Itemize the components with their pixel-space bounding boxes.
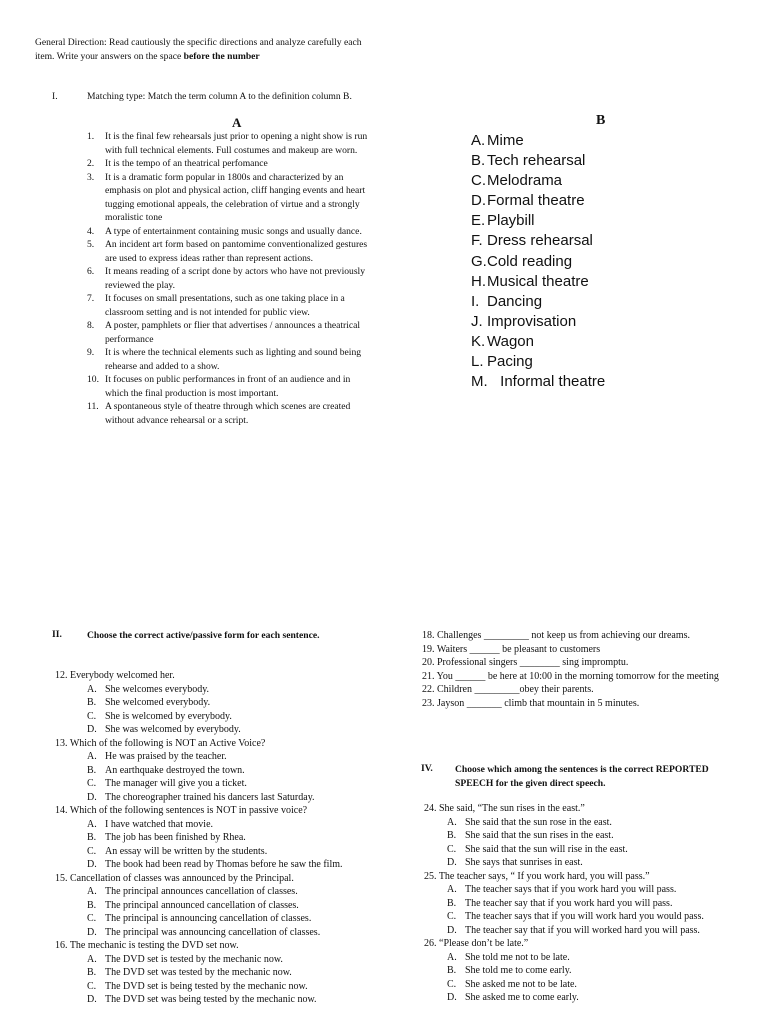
general-direction — [35, 36, 365, 63]
choice-item — [471, 231, 731, 251]
option-letter: B. — [87, 899, 97, 911]
choice-term: Pacing — [487, 353, 533, 371]
option-letter: D. — [87, 724, 97, 735]
part1-roman: I. — [52, 91, 58, 102]
answer-option — [447, 816, 734, 830]
question-text: 15. Cancellation of classes was announced by the Principal. — [55, 872, 294, 884]
option-text: She asked me to come early. — [465, 992, 579, 1003]
answer-option — [87, 899, 375, 913]
choice-item — [471, 292, 731, 312]
option-text: The manager will give you a ticket. — [105, 778, 247, 789]
option-text: The DVD set was tested by the mechanic now. — [105, 967, 292, 978]
choice-letter: M. — [471, 373, 488, 391]
option-text: She said that the sun rises in the east. — [465, 830, 614, 841]
part4-title: Choose which among the sentences is the correct REPORTED SPEECH for the given direct speech. — [455, 764, 709, 789]
item-number: 11. — [87, 401, 99, 412]
item-number: 23. — [422, 697, 435, 709]
answer-option — [447, 978, 734, 992]
question — [55, 737, 375, 805]
answer-option — [87, 831, 375, 845]
question-text: 14. Which of the following sentences is NOT in passive voice? — [55, 805, 308, 816]
answer-option — [87, 723, 375, 737]
matching-item — [87, 400, 369, 427]
question-text: 24. She said, “The sun rises in the east.” — [424, 803, 585, 814]
choice-letter: I. — [471, 292, 480, 310]
option-letter: A. — [447, 951, 457, 963]
item-text: It is a dramatic form popular in 1800s and characterized by an emphasis on plot and physical action, cliff hanging events and heart tugging emotional appeals, the celebration of virtue and a strongly moralistic tone — [105, 171, 366, 223]
option-text: She said that the sun will rise in the east. — [465, 843, 628, 855]
answer-option — [87, 926, 375, 940]
general-direction-emphasis: before the number — [183, 50, 260, 62]
question-text: 25. The teacher says, “ If you work hard, you will pass.” — [424, 870, 650, 882]
choice-item — [471, 171, 731, 191]
item-number: 5. — [87, 239, 95, 250]
item-text: Jayson _______ climb that mountain in 5 minutes. — [437, 697, 640, 709]
choice-item — [471, 151, 731, 171]
answer-option — [87, 912, 375, 926]
option-letter: C. — [447, 843, 457, 855]
choice-term: Musical theatre — [487, 272, 589, 290]
item-text: An incident art form based on pantomime conventionalized gestures are used to express ideas rather than represent actions. — [105, 239, 368, 264]
answer-option — [87, 710, 375, 724]
answer-option — [447, 924, 734, 938]
part2-continued — [422, 629, 732, 710]
option-letter: A. — [87, 886, 97, 897]
answer-option — [447, 951, 734, 965]
option-text: He was praised by the teacher. — [105, 751, 227, 762]
answer-option — [87, 777, 375, 791]
answer-option — [87, 858, 375, 872]
choice-letter: C. — [471, 172, 486, 190]
answer-option — [87, 845, 375, 859]
answer-option — [447, 991, 734, 1005]
choice-item — [471, 131, 731, 151]
option-letter: B. — [447, 830, 457, 841]
choice-term: Tech rehearsal — [487, 152, 586, 170]
option-letter: A. — [447, 816, 457, 828]
answer-option — [87, 953, 375, 967]
matching-item — [87, 319, 369, 346]
matching-item — [87, 157, 369, 171]
answer-option — [447, 910, 734, 924]
matching-item — [87, 171, 369, 225]
question — [55, 669, 375, 737]
item-number: 6. — [87, 266, 95, 277]
answer-option — [87, 966, 375, 980]
question-text: 12. Everybody welcomed her. — [55, 670, 175, 681]
option-letter: D. — [87, 926, 97, 938]
option-text: The choreographer trained his dancers last Saturday. — [105, 791, 315, 803]
option-text: She asked me not to be late. — [465, 978, 577, 990]
option-text: The teacher say that if you will worked hard you will pass. — [465, 924, 700, 936]
item-number: 2. — [87, 158, 95, 169]
item-number: 22. — [422, 684, 435, 695]
item-text: It is where the technical elements such as lighting and sound being rehearse and added to a show. — [105, 347, 362, 372]
question-text: 13. Which of the following is NOT an Active Voice? — [55, 737, 266, 749]
item-number: 1. — [87, 131, 95, 142]
choice-item — [471, 372, 731, 392]
choice-item — [471, 272, 731, 292]
question — [55, 872, 375, 940]
answer-option — [447, 829, 734, 843]
option-text: The job has been finished by Rhea. — [105, 832, 246, 843]
option-text: The DVD set is tested by the mechanic now. — [105, 953, 283, 965]
option-letter: B. — [87, 697, 97, 708]
choice-term: Cold reading — [487, 252, 573, 270]
option-text: The DVD set is being tested by the mechanic now. — [105, 980, 308, 992]
matching-item — [87, 265, 369, 292]
item-number: 19. — [422, 643, 435, 655]
answer-option — [87, 993, 375, 1007]
option-letter: A. — [87, 953, 97, 965]
part2-title: Choose the correct active/passive form for each sentence. — [87, 630, 320, 641]
answer-option — [87, 818, 375, 832]
answer-option — [87, 980, 375, 994]
option-letter: D. — [447, 857, 457, 868]
choice-term: Informal theatre — [487, 373, 606, 391]
answer-option — [87, 750, 375, 764]
option-text: She welcomed everybody. — [105, 697, 211, 708]
option-letter: C. — [87, 980, 97, 992]
option-text: She told me not to be late. — [465, 951, 570, 963]
choice-term: Formal theatre — [487, 192, 585, 210]
answer-option — [447, 843, 734, 857]
column-b-list — [471, 131, 731, 392]
choice-letter: E. — [471, 212, 486, 230]
option-letter: C. — [87, 778, 97, 789]
option-text: She was welcomed by everybody. — [105, 724, 241, 735]
option-text: The principal is announcing cancellation of classes. — [105, 913, 312, 924]
item-text: A poster, pamphlets or flier that advertises / announces a theatrical performance — [105, 320, 361, 345]
item-text: Challenges _________ not keep us from achieving our dreams. — [437, 630, 690, 641]
choice-term: Mime — [487, 132, 524, 149]
item-text: It is the final few rehearsals just prior to opening a night show is run with full technical elements. Full costumes and makeup are worn. — [105, 131, 368, 156]
column-a-heading: A — [232, 115, 242, 130]
item-text: A spontaneous style of theatre through which scenes are created without advance rehearsal or a script. — [105, 401, 351, 426]
option-letter: C. — [87, 710, 97, 722]
matching-item — [87, 238, 369, 265]
matching-item — [87, 346, 369, 373]
item-number: 9. — [87, 347, 95, 358]
choice-letter: K. — [471, 332, 486, 350]
item-number: 10. — [87, 374, 99, 385]
item-text: It is the tempo of an theatrical perfomance — [105, 158, 268, 169]
option-text: The principal announced cancellation of classes. — [105, 899, 299, 911]
part2-questions — [55, 669, 375, 1007]
option-letter: C. — [87, 913, 97, 924]
option-letter: B. — [87, 967, 97, 978]
choice-letter: B. — [471, 152, 486, 170]
choice-term: Melodrama — [487, 172, 563, 190]
question-text: 26. “Please don’t be late.” — [424, 938, 529, 949]
option-letter: B. — [87, 764, 97, 776]
choice-letter: L. — [471, 353, 484, 371]
fill-in-item — [422, 683, 732, 697]
item-text: Professional singers ________ sing impromptu. — [437, 657, 629, 668]
option-text: The book had been read by Thomas before he saw the film. — [105, 859, 343, 870]
choice-letter: H. — [471, 272, 486, 290]
matching-item — [87, 373, 369, 400]
answer-option — [447, 897, 734, 911]
choice-item — [471, 332, 731, 352]
question-text: 16. The mechanic is testing the DVD set now. — [55, 940, 239, 951]
choice-item — [471, 211, 731, 231]
option-text: She welcomes everybody. — [105, 683, 210, 695]
fill-in-item — [422, 656, 732, 670]
question — [55, 939, 375, 1007]
option-text: The teacher says that if you work hard you will pass. — [465, 884, 677, 895]
item-text: It focuses on small presentations, such as one taking place in a classroom setting and is not intended for public view. — [105, 293, 345, 318]
question — [424, 870, 734, 938]
option-text: She says that sunrises in east. — [465, 857, 583, 868]
item-text: A type of entertainment containing music songs and usually dance. — [105, 225, 362, 237]
choice-term: Dress rehearsal — [487, 232, 593, 250]
item-number: 8. — [87, 320, 95, 331]
option-text: An essay will be written by the students. — [105, 845, 268, 857]
item-number: 4. — [87, 225, 95, 237]
choice-item — [471, 312, 731, 332]
column-a-list — [87, 130, 369, 427]
option-text: The principal announces cancellation of classes. — [105, 886, 298, 897]
choice-letter: F. — [471, 232, 483, 250]
choice-letter: G. — [471, 252, 487, 270]
option-letter: B. — [447, 965, 457, 976]
choice-term: Improvisation — [487, 312, 577, 330]
question — [55, 804, 375, 872]
answer-option — [87, 791, 375, 805]
option-letter: A. — [87, 818, 97, 830]
choice-term: Dancing — [487, 292, 543, 310]
option-letter: D. — [87, 859, 97, 870]
option-text: She said that the sun rose in the east. — [465, 816, 612, 828]
question — [424, 802, 734, 870]
option-letter: C. — [87, 845, 97, 857]
choice-item — [471, 252, 731, 272]
option-letter: D. — [447, 992, 457, 1003]
option-text: The teacher say that if you work hard you will pass. — [465, 897, 673, 909]
answer-option — [447, 964, 734, 978]
option-letter: B. — [447, 897, 457, 909]
choice-term: Wagon — [487, 332, 534, 350]
option-letter: C. — [447, 911, 457, 922]
item-number: 3. — [87, 171, 95, 183]
choice-letter: D. — [471, 192, 486, 210]
option-letter: B. — [87, 832, 97, 843]
part1-title: Matching type: Match the term column A to the definition column B. — [87, 91, 352, 102]
option-text: She told me to come early. — [465, 965, 572, 976]
item-number: 7. — [87, 293, 95, 304]
option-text: I have watched that movie. — [105, 818, 214, 830]
matching-item — [87, 225, 369, 239]
item-number: 20. — [422, 657, 435, 668]
part4-roman: IV. — [421, 763, 433, 774]
option-text: The teacher says that if you will work hard you would pass. — [465, 911, 704, 922]
answer-option — [87, 683, 375, 697]
option-letter: A. — [87, 683, 97, 695]
item-text: It focuses on public performances in front of an audience and in which the final production is most important. — [105, 374, 351, 399]
matching-item — [87, 130, 369, 157]
option-letter: D. — [447, 924, 457, 936]
item-number: 18. — [422, 630, 435, 641]
answer-option — [447, 856, 734, 870]
item-text: Waiters ______ be pleasant to customers — [436, 643, 601, 655]
choice-letter: J. — [471, 312, 483, 330]
part2-roman: II. — [52, 629, 62, 640]
matching-item — [87, 292, 369, 319]
option-text: She is welcomed by everybody. — [105, 710, 232, 722]
choice-item — [471, 191, 731, 211]
item-number: 21. — [422, 670, 435, 682]
option-letter: A. — [87, 751, 97, 762]
question — [424, 937, 734, 1005]
answer-option — [87, 885, 375, 899]
choice-term: Playbill — [487, 212, 535, 230]
fill-in-item — [422, 643, 732, 657]
option-letter: C. — [447, 978, 457, 990]
option-letter: A. — [447, 884, 457, 895]
answer-option — [87, 696, 375, 710]
item-text: Children _________obey their parents. — [437, 684, 594, 695]
option-letter: D. — [87, 791, 97, 803]
option-letter: D. — [87, 994, 97, 1005]
part4-questions — [424, 802, 734, 1005]
choice-item — [471, 352, 731, 372]
item-text: It means reading of a script done by actors who have not previously reviewed the play. — [105, 266, 366, 291]
general-direction-text: General Direction: Read cautiously the specific directions and analyze carefully each item. Write your answers on the space — [35, 37, 362, 62]
option-text: An earthquake destroyed the town. — [105, 764, 245, 776]
column-b-heading: B — [596, 113, 606, 128]
choice-letter: A. — [471, 132, 486, 149]
answer-option — [447, 883, 734, 897]
fill-in-item — [422, 670, 732, 684]
answer-option — [87, 764, 375, 778]
fill-in-item — [422, 697, 732, 711]
option-text: The principal was announcing cancellation of classes. — [105, 926, 321, 938]
fill-in-item — [422, 629, 732, 643]
item-text: You ______ be here at 10:00 in the morning tomorrow for the meeting — [436, 670, 719, 682]
option-text: The DVD set was being tested by the mechanic now. — [105, 994, 317, 1005]
